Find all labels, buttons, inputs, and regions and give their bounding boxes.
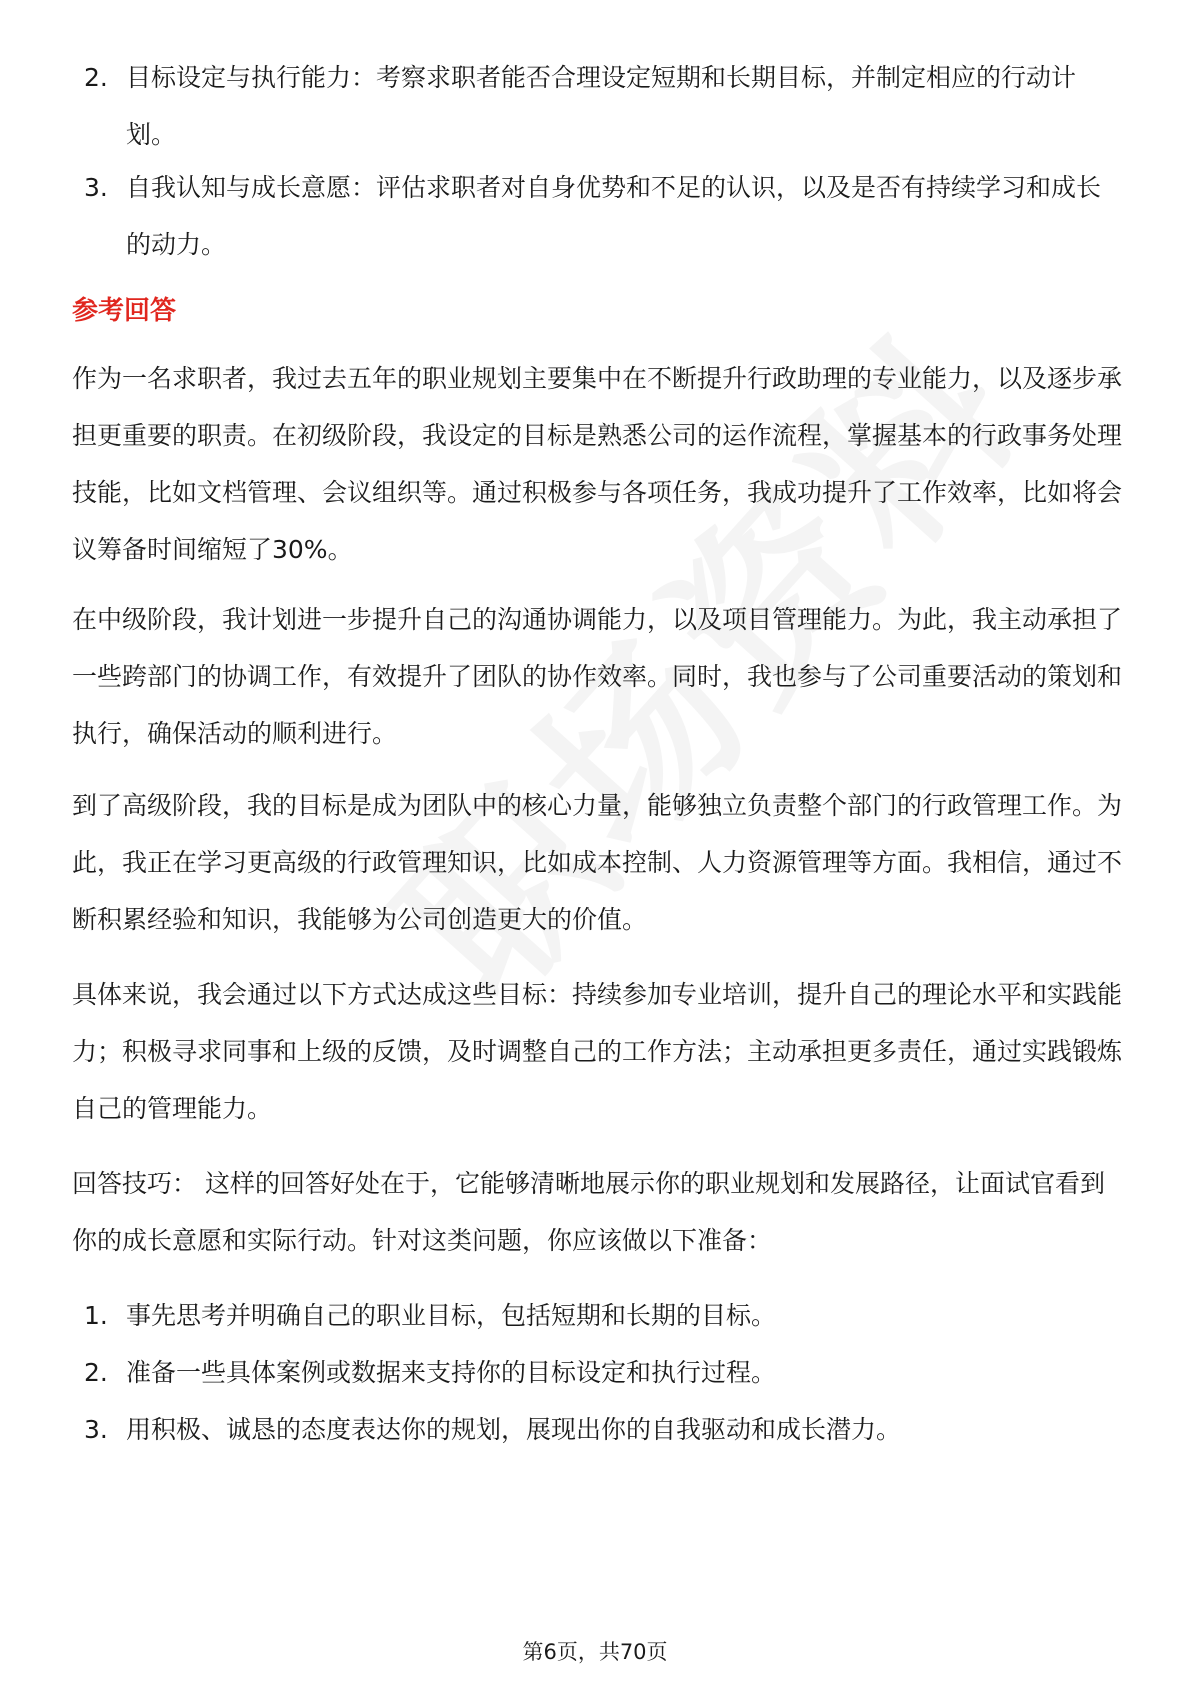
page-number-footer: 第6页，共70页: [522, 1640, 668, 1664]
list-number: 3.: [84, 173, 108, 202]
list-item: [0, 1401, 1190, 1458]
paragraph: 回答技巧： 这样的回答好处在于，它能够清晰地展示你的职业规划和发展路径，让面试官看到你的成长意愿和实际行动。针对这类问题，你应该做以下准备：: [72, 1169, 1105, 1255]
list-number: 2.: [84, 63, 108, 92]
list-text: 事先思考并明确自己的职业目标，包括短期和长期的目标。: [126, 1301, 777, 1330]
preparation-list: [0, 1287, 1190, 1458]
list-item: [0, 159, 1190, 273]
list-text: 自我认知与成长意愿：评估求职者对自身优势和不足的认识，以及是否有持续学习和成长的动力。: [126, 173, 1102, 259]
paragraph: 具体来说，我会通过以下方式达成这些目标：持续参加专业培训，提升自己的理论水平和实践能力；积极寻求同事和上级的反馈，及时调整自己的工作方法；主动承担更多责任，通过实践锻炼自己的管理能力。: [72, 980, 1123, 1123]
list-number: 2.: [84, 1358, 108, 1387]
paragraph: 作为一名求职者，我过去五年的职业规划主要集中在不断提升行政助理的专业能力，以及逐步承担更重要的职责。在初级阶段，我设定的目标是熟悉公司的运作流程，掌握基本的行政事务处理技能，比如文档管理、会议组织等。通过积极参与各项任务，我成功提升了工作效率，比如将会议筹备时间缩短了30%。: [72, 364, 1123, 564]
list-item: [0, 1344, 1190, 1401]
list-text: 目标设定与执行能力：考察求职者能否合理设定短期和长期目标，并制定相应的行动计划。: [126, 63, 1077, 149]
paragraph: 在中级阶段，我计划进一步提升自己的沟通协调能力，以及项目管理能力。为此，我主动承担了一些跨部门的协调工作，有效提升了团队的协作效率。同时，我也参与了公司重要活动的策划和执行，确保活动的顺利进行。: [72, 605, 1123, 748]
section-heading: 参考回答: [72, 296, 177, 326]
list-text: 准备一些具体案例或数据来支持你的目标设定和执行过程。: [126, 1358, 777, 1387]
list-item: [0, 49, 1190, 163]
list-number: 1.: [84, 1301, 108, 1330]
list-number: 3.: [84, 1415, 108, 1444]
list-text: 用积极、诚恳的态度表达你的规划，展现出你的自我驱动和成长潜力。: [126, 1415, 902, 1444]
paragraph: 到了高级阶段，我的目标是成为团队中的核心力量，能够独立负责整个部门的行政管理工作。为此，我正在学习更高级的行政管理知识，比如成本控制、人力资源管理等方面。我相信，通过不断积累经验和知识，我能够为公司创造更大的价值。: [72, 791, 1123, 934]
list-item: [0, 1287, 1190, 1344]
criteria-list: [0, 49, 1190, 273]
